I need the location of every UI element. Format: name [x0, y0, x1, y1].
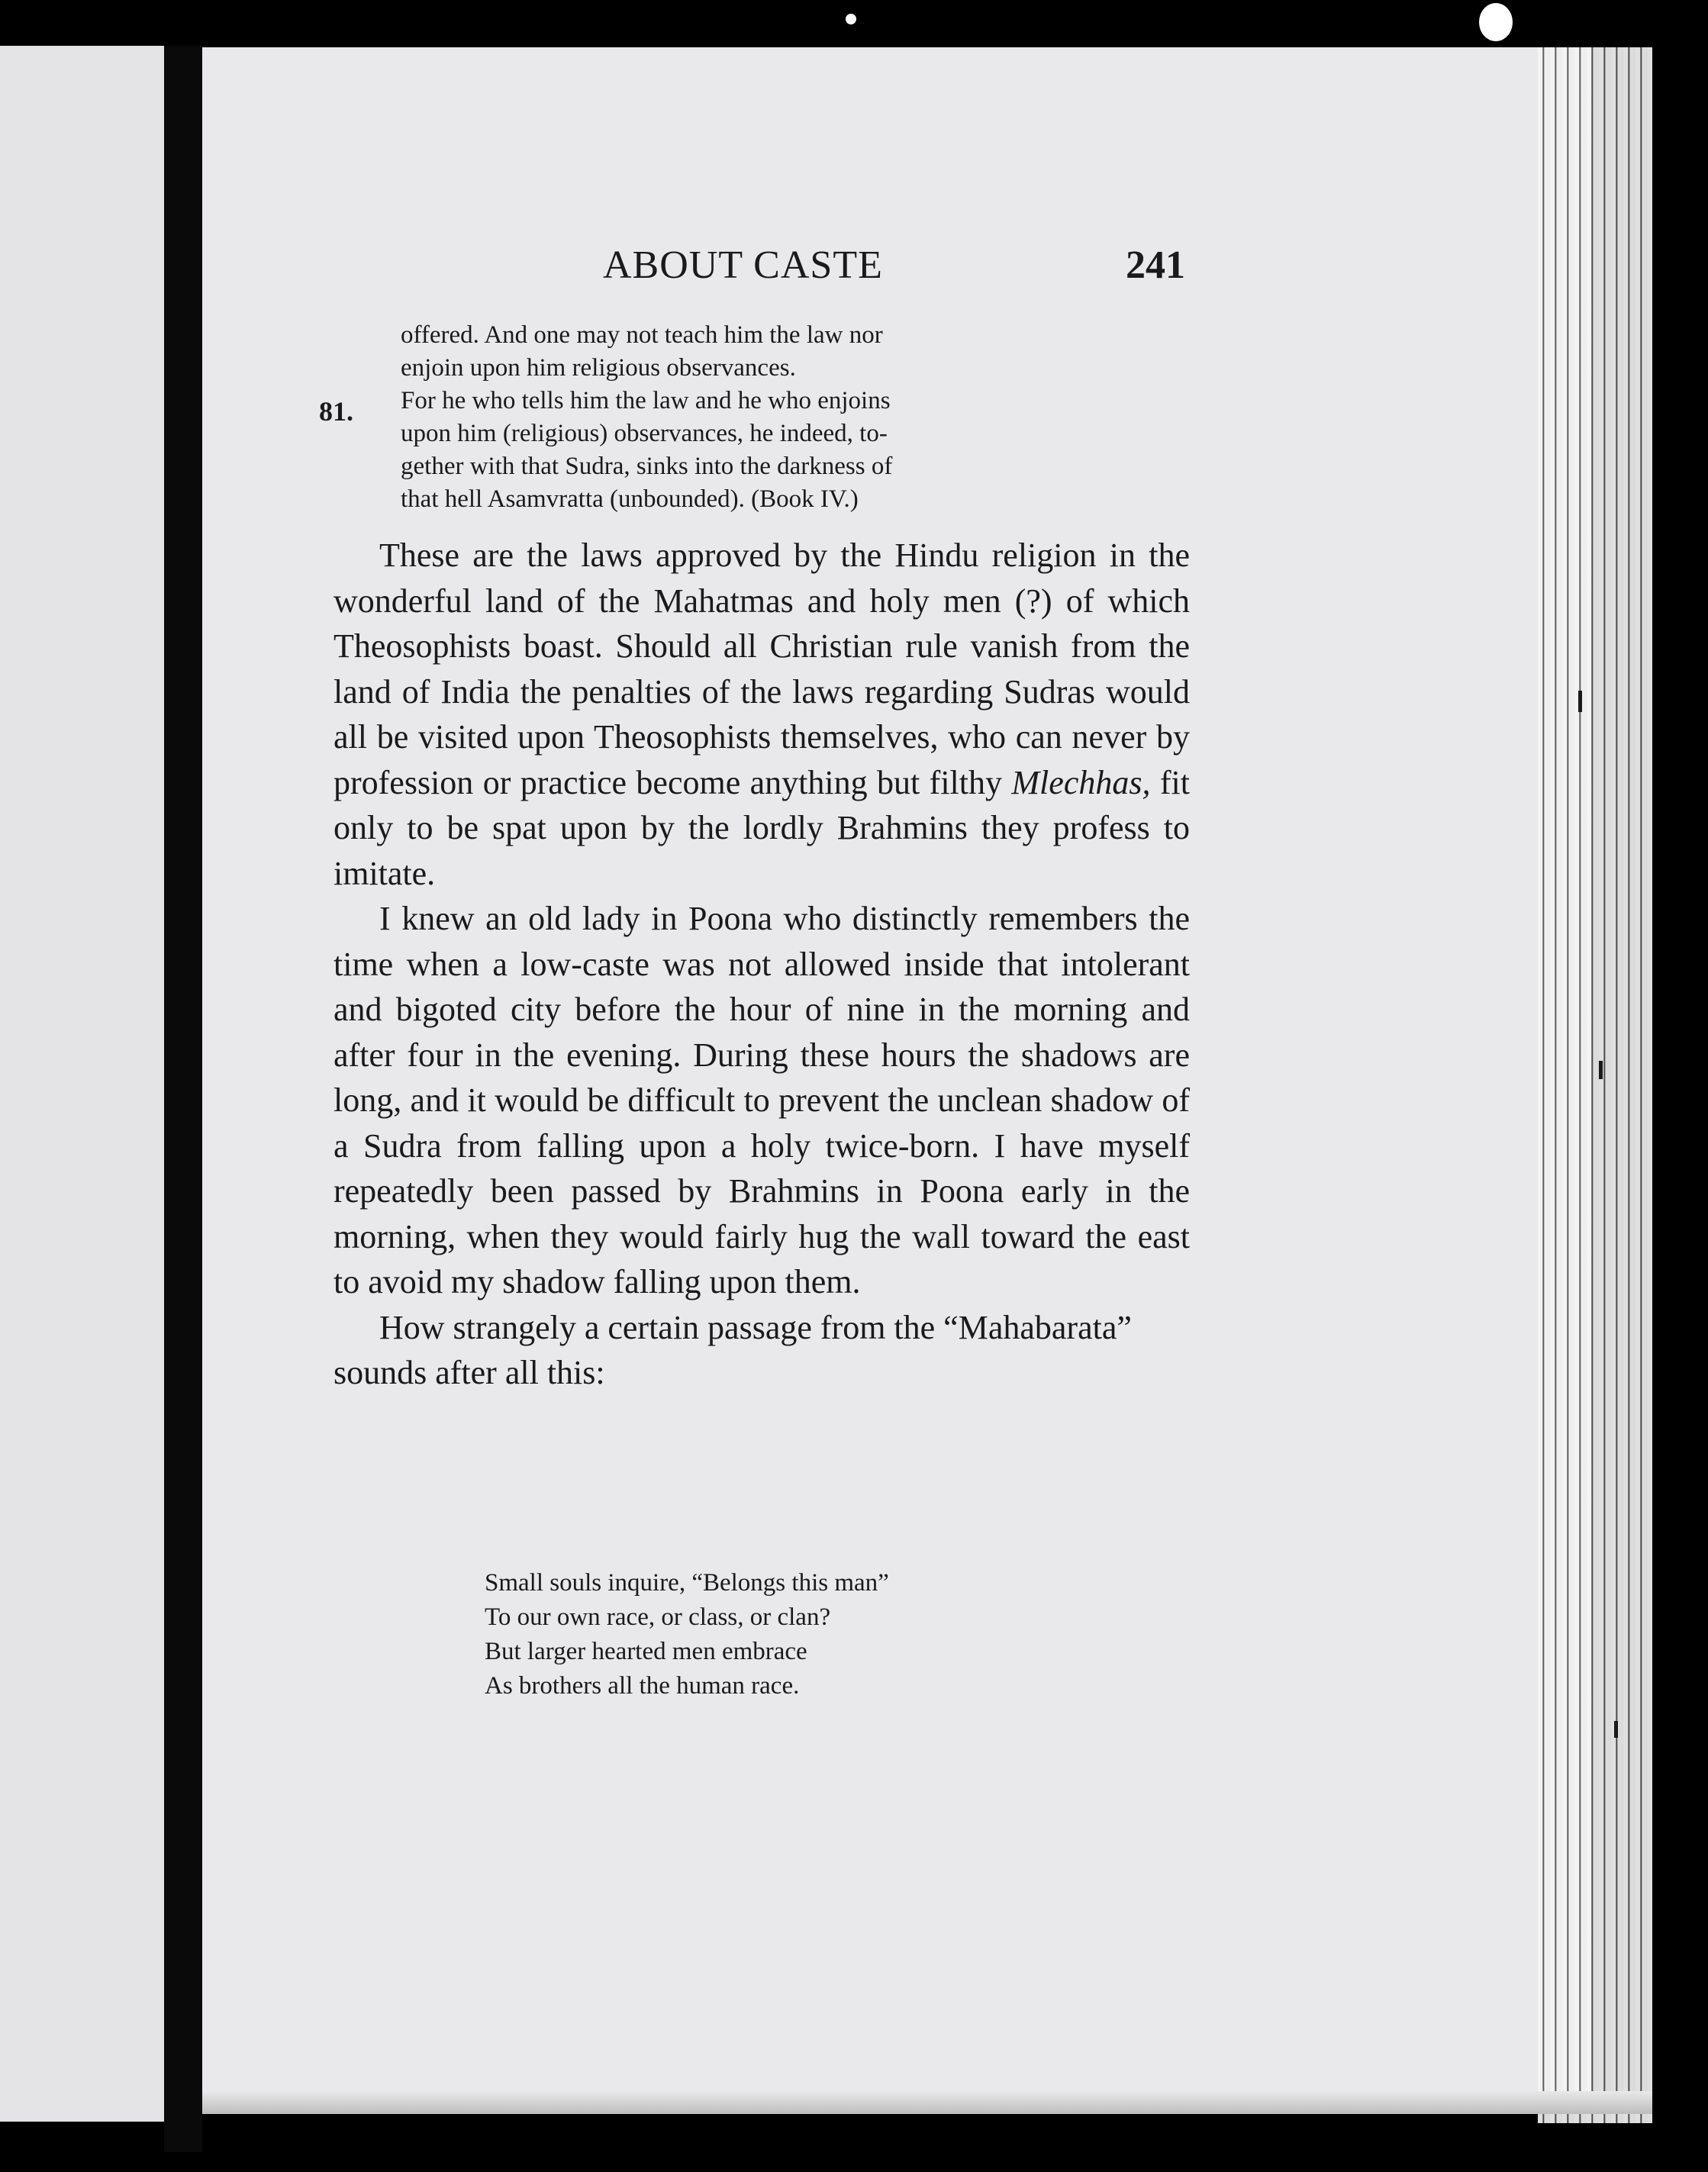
book-gutter — [164, 46, 202, 2152]
scan-corner-mark — [1479, 3, 1513, 41]
left-page-edge — [0, 46, 164, 2122]
running-head: ABOUT CASTE — [603, 243, 883, 287]
poem-line: Small souls inquire, “Belongs this man” — [485, 1569, 889, 1597]
poem-line: But larger hearted men embrace — [485, 1638, 807, 1665]
quote-line: offered. And one may not teach him the law nor — [401, 321, 883, 349]
quote-line: enjoin upon him religious observances. — [401, 354, 796, 382]
verse-line: upon him (religious) observances, he indeed, to- — [401, 420, 888, 447]
page-number: 241 — [1126, 243, 1185, 287]
page-bottom-shadow — [202, 2091, 1652, 2114]
verse-line: For he who tells him the law and he who enjoins — [401, 387, 891, 414]
scan-speck — [1578, 691, 1582, 712]
poem — [485, 1566, 889, 1703]
paragraph-text: These are the laws approved by the Hindu religion in the wonderful land of the Mahatmas and holy men (?) of which Theosophists boast. Should all Christian rule vanish from the land of India the penalties of the laws regarding Sudras would all be visited upon Theosophists themselves, who can never by profession or practice become anything but filthy — [334, 537, 1190, 801]
paragraph: I knew an old lady in Poona who distinctly remembers the time when a low-caste was not allowed inside that intolerant and bigoted city before the hour of nine in the morning and after four in the evening. During these hours the shadows are long, and it would be difficult to prevent the unclean shadow of a Sudra from falling upon a holy twice-born. I have myself repeatedly been passed by Brahmins in Poona early in the morning, when they would fairly hug the wall toward the east to avoid my shadow falling upon them. — [334, 900, 1190, 1300]
poem-line: To our own race, or class, or clan? — [485, 1603, 831, 1631]
scan-speck — [1614, 1721, 1618, 1738]
poem-line: As brothers all the human race. — [485, 1672, 800, 1700]
verse-number: 81. — [319, 396, 353, 427]
paragraph: How strangely a certain passage from the “Mahabarata” sounds after all this: — [334, 1308, 1132, 1391]
body-text — [334, 533, 1190, 1396]
emphasis-term: Mlechhas, — [1011, 763, 1151, 801]
verse-line: gether with that Sudra, sinks into the darkness of — [401, 453, 893, 480]
scan-speck — [1599, 1061, 1603, 1079]
law-quote — [401, 319, 1126, 516]
page-edges — [1538, 47, 1652, 2123]
scan-mark — [846, 14, 856, 24]
paragraph-text: fit only to be spat upon by the lordly Brahmins they profess to imitate. — [334, 763, 1190, 892]
paragraph — [334, 533, 1190, 896]
verse-line: that hell Asamvratta (unbounded). (Book IV.) — [401, 485, 859, 513]
